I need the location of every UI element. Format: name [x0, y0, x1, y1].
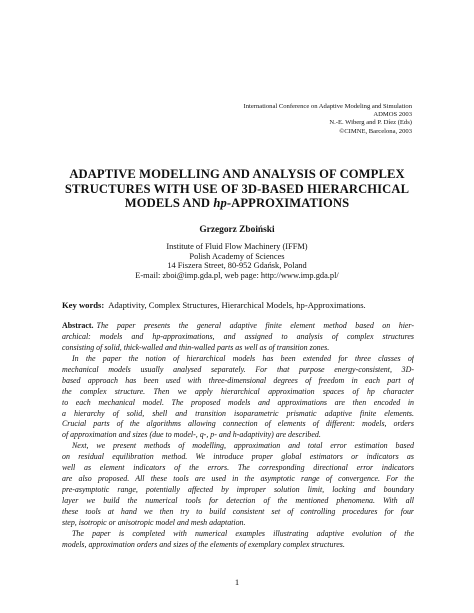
paper-title [40, 167, 434, 211]
abstract-line: archical: models and hp-approximations, and assigned to analysis of complex structures [62, 331, 414, 341]
title-line [40, 196, 434, 211]
abstract-line: based approach has been used with three-dimensional degrees of freedom in each part of [62, 375, 414, 385]
title-text: MODELS AND [124, 196, 214, 210]
abstract-line: Crucial parts of the algorithms allowing connection of elements of different: models, orders [62, 419, 414, 429]
conference-line: ADMOS 2003 [373, 111, 412, 119]
keywords-text: Adaptivity, Complex Structures, Hierarchical Models, hp-Approximations. [108, 300, 366, 310]
conference-header [112, 103, 412, 136]
affiliation-line: E-mail: zboi@imp.gda.pl, web page: http://www.imp.gda.pl/ [135, 270, 339, 280]
page-number: 1 [234, 577, 240, 587]
affiliation-line: Institute of Fluid Flow Machinery (IFFM) [166, 242, 308, 251]
title-italic-text: hp [213, 196, 227, 210]
abstract-line: models, approximation orders and sizes of the elements of exemplary complex structures. [62, 539, 345, 549]
abstract-line: layer we build the numerical tools for detection of the mentioned phenomena. With all [62, 496, 414, 505]
abstract-line: pre-asymptotic range, potentially affected by improper solution limit, locking and boundary [62, 485, 414, 495]
title-line: ADAPTIVE MODELLING AND ANALYSIS OF COMPLEX [69, 167, 405, 181]
abstract-line: consisting of solid, thick-walled and thin-walled parts as well as of transition zones. [62, 342, 330, 352]
abstract-line: The paper is completed with numerical examples illustrating adaptive evolution of the [72, 528, 414, 538]
title-line: STRUCTURES WITH USE OF 3D-BASED HIERARCHICAL [64, 181, 410, 196]
author-name: Grzegorz Zboiński [199, 225, 275, 235]
abstract-line: In the paper the notion of hierarchical models has been extended for three classes of [72, 353, 414, 363]
title-text: -APPROXIMATIONS [226, 196, 350, 210]
keywords-label: Key words: [62, 300, 105, 310]
abstract-line: on residual equilibration method. We introduce proper global estimators or indicators as [62, 452, 414, 462]
abstract-line: are also proposed. All these tools are used in the asymptotic range of convergence. For the [62, 474, 414, 484]
abstract-line: well as element indicators of the errors. The corresponding directional error indicators [62, 463, 414, 473]
abstract-line: of approximation and sizes (due to model-, q-, p- and h-adaptivity) are described. [62, 430, 321, 440]
abstract-label: Abstract. [62, 321, 94, 330]
abstract-line: mechanical models usually analysed separately. For that purpose energy-consistent, 3D- [62, 364, 414, 374]
abstract-line: to each mechanical model. The proposed models and approximations are then encoded in [62, 397, 414, 407]
abstract-text: The paper presents the general adaptive finite element method based on hier- [96, 321, 414, 330]
conference-line: International Conference on Adaptive Modeling and Simulation [243, 103, 412, 110]
abstract-line: step, isotropic or anisotropic model and mesh adaptation. [62, 517, 246, 527]
abstract-line: a hierarchy of solid, shell and transition isoparametric prismatic adaptive finite elements. [62, 408, 414, 418]
conference-line: ©CIMNE, Barcelona, 2003 [339, 127, 412, 135]
affiliation [0, 242, 474, 280]
abstract [62, 321, 414, 551]
conference-line: N.-E. Wiberg and P. Díez (Eds) [329, 119, 412, 127]
abstract-line: Next, we present methods of modelling, approximation and total error estimation based [72, 441, 414, 451]
abstract-line: the complex structure. Then we apply hierarchical approximation spaces of hp character [62, 386, 414, 396]
keywords [62, 300, 422, 310]
affiliation-line: Polish Academy of Sciences [189, 251, 285, 261]
abstract-line: these tools at hand we then try to build consistent set of controlling procedures for four [62, 506, 414, 516]
affiliation-line: 14 Fiszera Street, 80-952 Gdańsk, Poland [167, 261, 307, 271]
abstract-line [62, 321, 414, 332]
